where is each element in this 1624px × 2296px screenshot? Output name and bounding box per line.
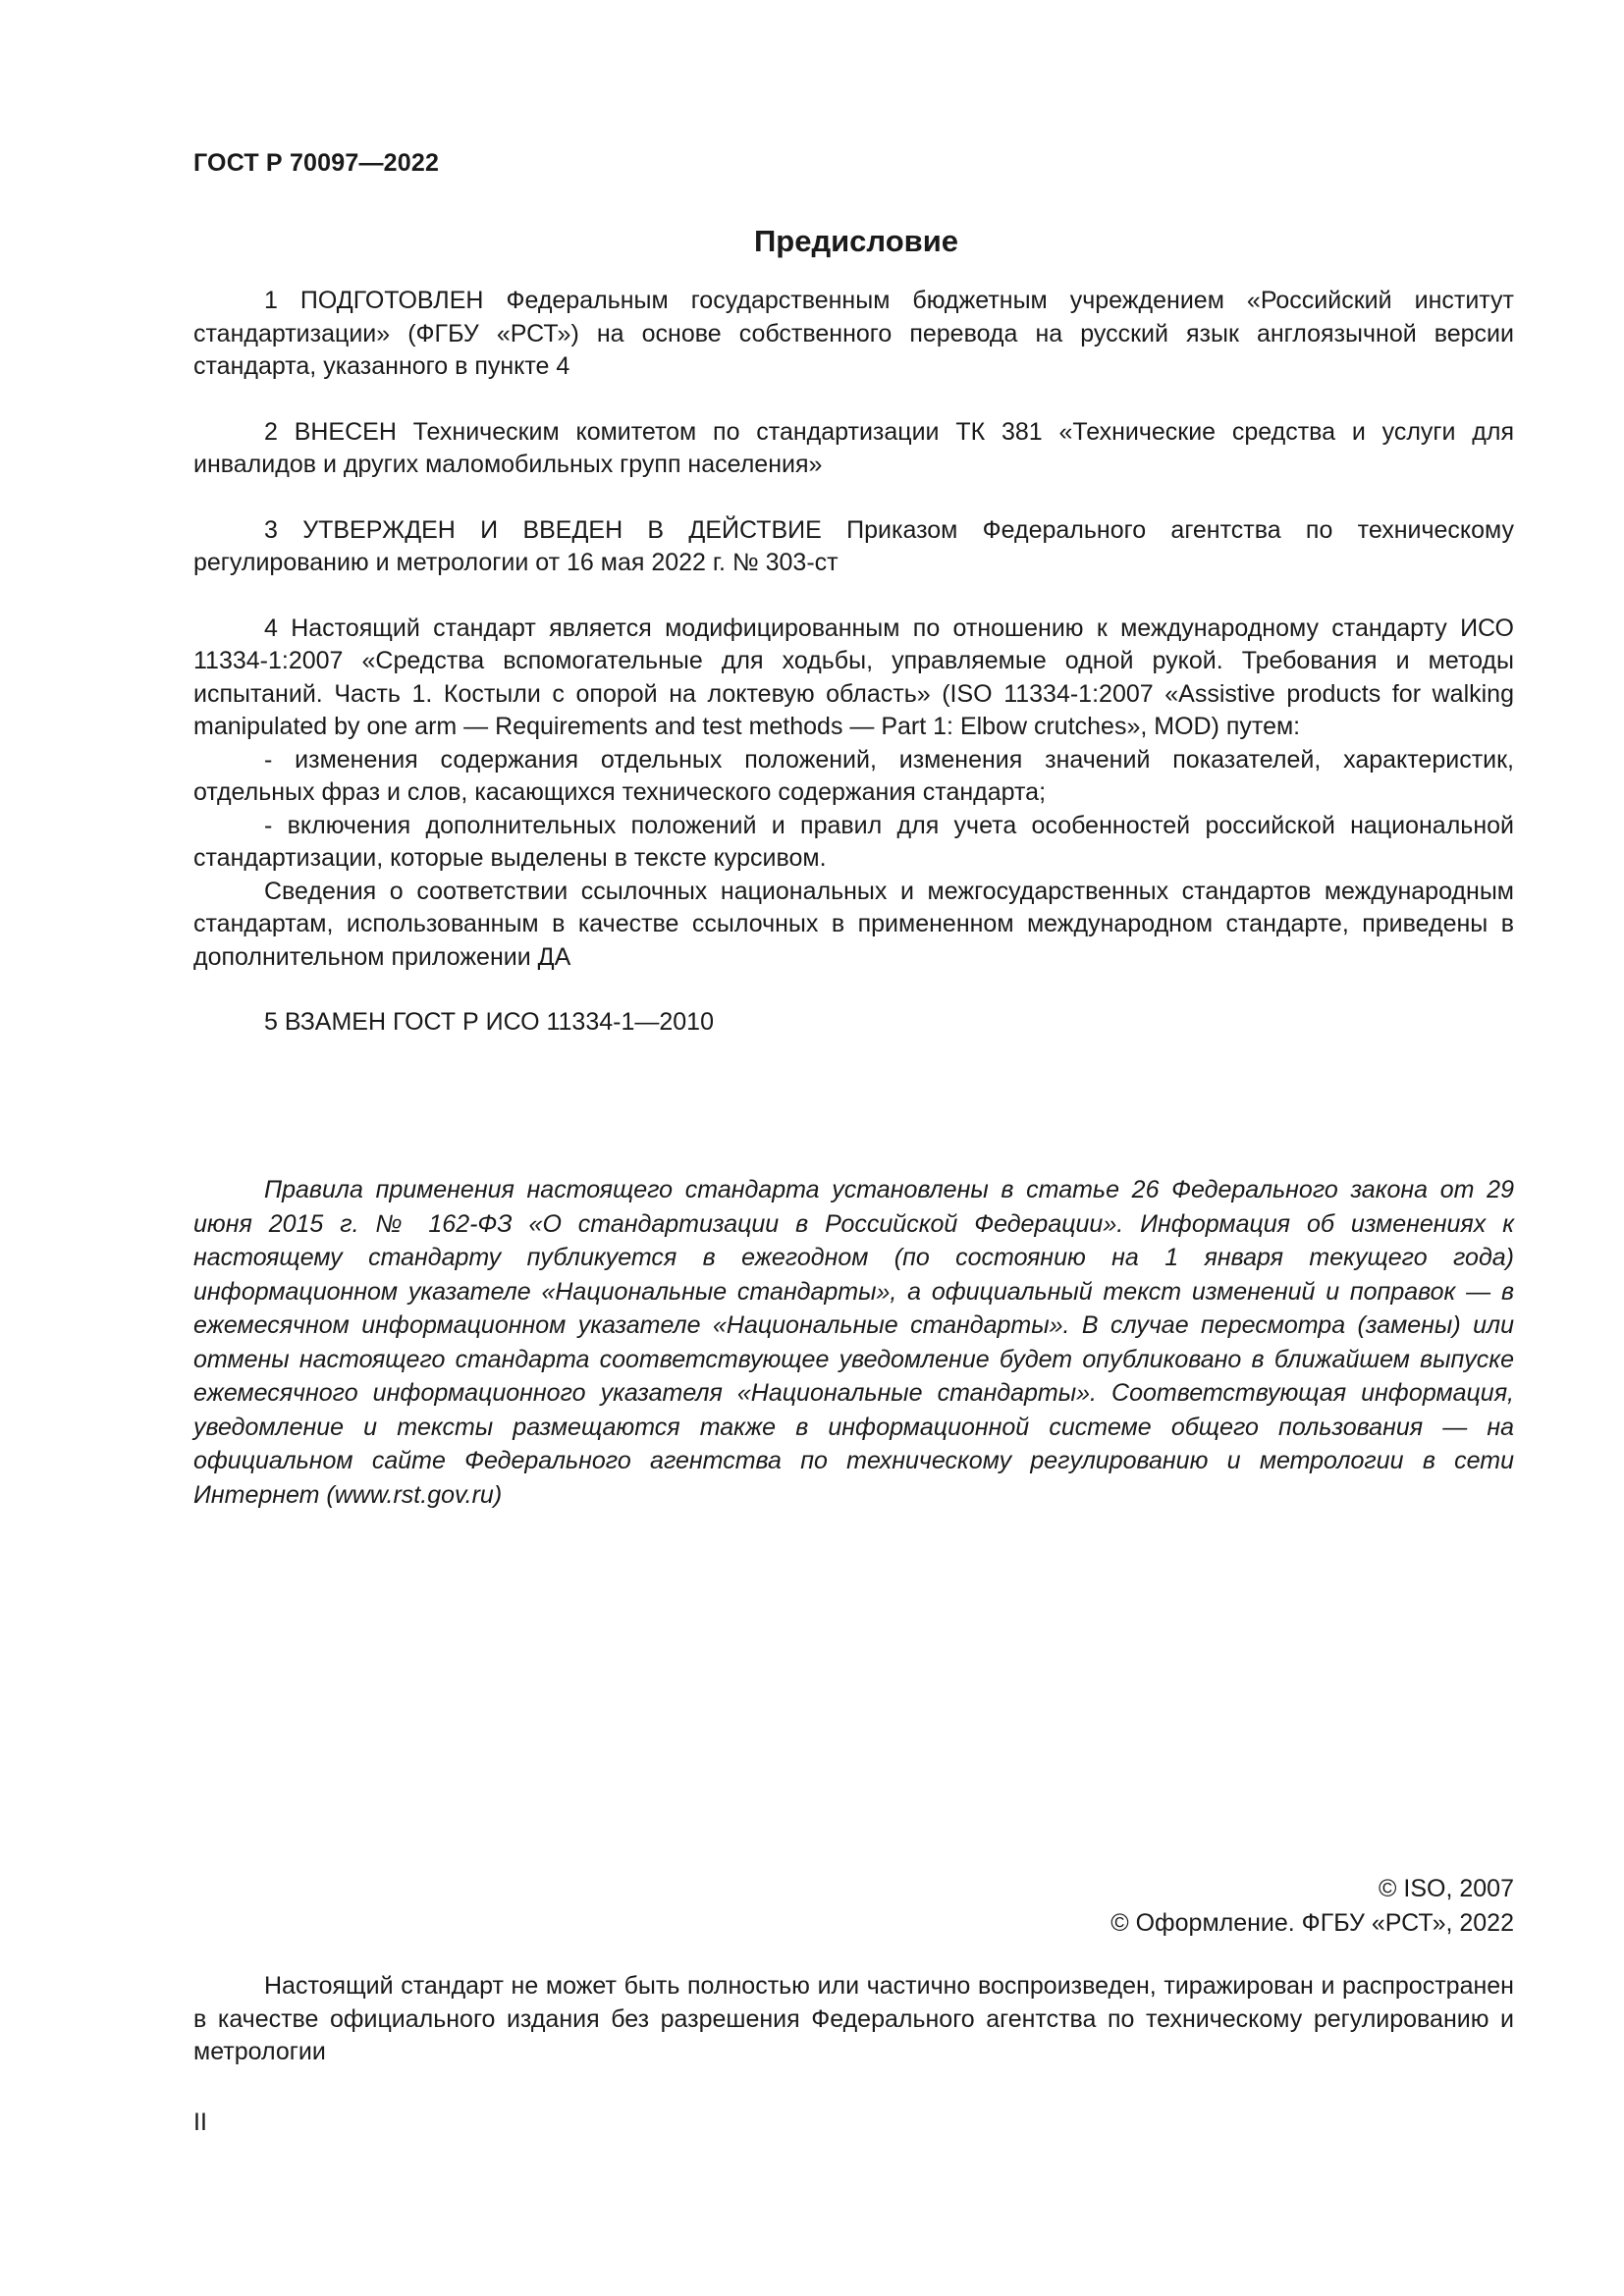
foreword-section bbox=[193, 285, 1514, 1040]
foreword-item-5: 5 ВЗАМЕН ГОСТ Р ИСО 11334-1—2010 bbox=[264, 1008, 714, 1036]
foreword-item-4-bullet-1: - изменения содержания отдельных положений, изменения значений показателей, характеристик, отдельных фраз и слов, касающихся технического содержания стандарта; bbox=[193, 745, 1514, 806]
foreword-item-3: 3 УТВЕРЖДЕН И ВВЕДЕН В ДЕЙСТВИЕ Приказом Федерального агентства по техническому регулированию и метрологии от 16 мая 2022 г. № 303-ст bbox=[193, 515, 1514, 576]
foreword-item-4: 4 Настоящий стандарт является модифицированным по отношению к международному стандарту ИСО 11334-1:2007 «Средства вспомогательные для ходьбы, управляемые одной рукой. Требования и методы испытаний. Часть 1. Костыли с опорой на локтевую область» (ISO 11334-1:2007 «Assistive products for walking manipulated by one arm — Requirements and test methods — Part 1: Elbow crutches», MOD) путем: bbox=[193, 614, 1514, 740]
copyright-rst: © Оформление. ФГБУ «РСТ», 2022 bbox=[1110, 1909, 1514, 1937]
foreword-item-4-references: Сведения о соответствии ссылочных национальных и межгосударственных стандартов международным стандартам, использованным в качестве ссылочных в примененном международном стандарте, приведены в дополнительном приложении ДА bbox=[193, 877, 1514, 971]
foreword-item-1: 1 ПОДГОТОВЛЕН Федеральным государственным бюджетным учреждением «Российский институт стандартизации» (ФГБУ «РСТ») на основе собственного перевода на русский язык англоязычной версии стандарта, указанного в пункте 4 bbox=[193, 287, 1514, 380]
copyright-block bbox=[1110, 1872, 1514, 1941]
page-number: II bbox=[193, 2109, 207, 2136]
page-title: Предисловие bbox=[753, 224, 958, 258]
rights-text: Настоящий стандарт не может быть полностью или частично воспроизведен, тиражирован и распространен в качестве официального издания без разрешения Федерального агентства по техническому регулированию и метрологии bbox=[193, 1972, 1514, 2065]
notice-text: Правила применения настоящего стандарта установлены в статье 26 Федерального закона от 29 июня 2015 г. № 162-ФЗ «О стандартизации в Российской Федерации». Информация об изменениях к настоящему стандарту публикуется в ежегодном (по состоянию на 1 января текущего года) информационном указателе «Национальные стандарты», а официальный текст изменений и поправок — в ежемесячном информационном указателе «Национальные стандарты». В случае пересмотра (замены) или отмены настоящего стандарта соответствующее уведомление будет опубликовано в ближайшем выпуске ежемесячного информационного указателя «Национальные стандарты». Соответствующая информация, уведомление и тексты размещаются также в информационной системе общего пользования — на официальном сайте Федерального агентства по техническому регулированию и метрологии в сети Интернет (www.rst.gov.ru) bbox=[193, 1176, 1514, 1509]
copyright-iso: © ISO, 2007 bbox=[1379, 1875, 1514, 1902]
reproduction-rights bbox=[193, 1970, 1514, 2069]
foreword-item-4-bullet-2: - включения дополнительных положений и правил для учета особенностей российской национальной стандартизации, которые выделены в тексте курсивом. bbox=[193, 811, 1514, 872]
foreword-item-2: 2 ВНЕСЕН Техническим комитетом по стандартизации ТК 381 «Технические средства и услуги для инвалидов и других маломобильных групп населения» bbox=[193, 417, 1514, 478]
document-code: ГОСТ Р 70097—2022 bbox=[193, 149, 440, 177]
application-rules-notice bbox=[193, 1173, 1514, 1512]
